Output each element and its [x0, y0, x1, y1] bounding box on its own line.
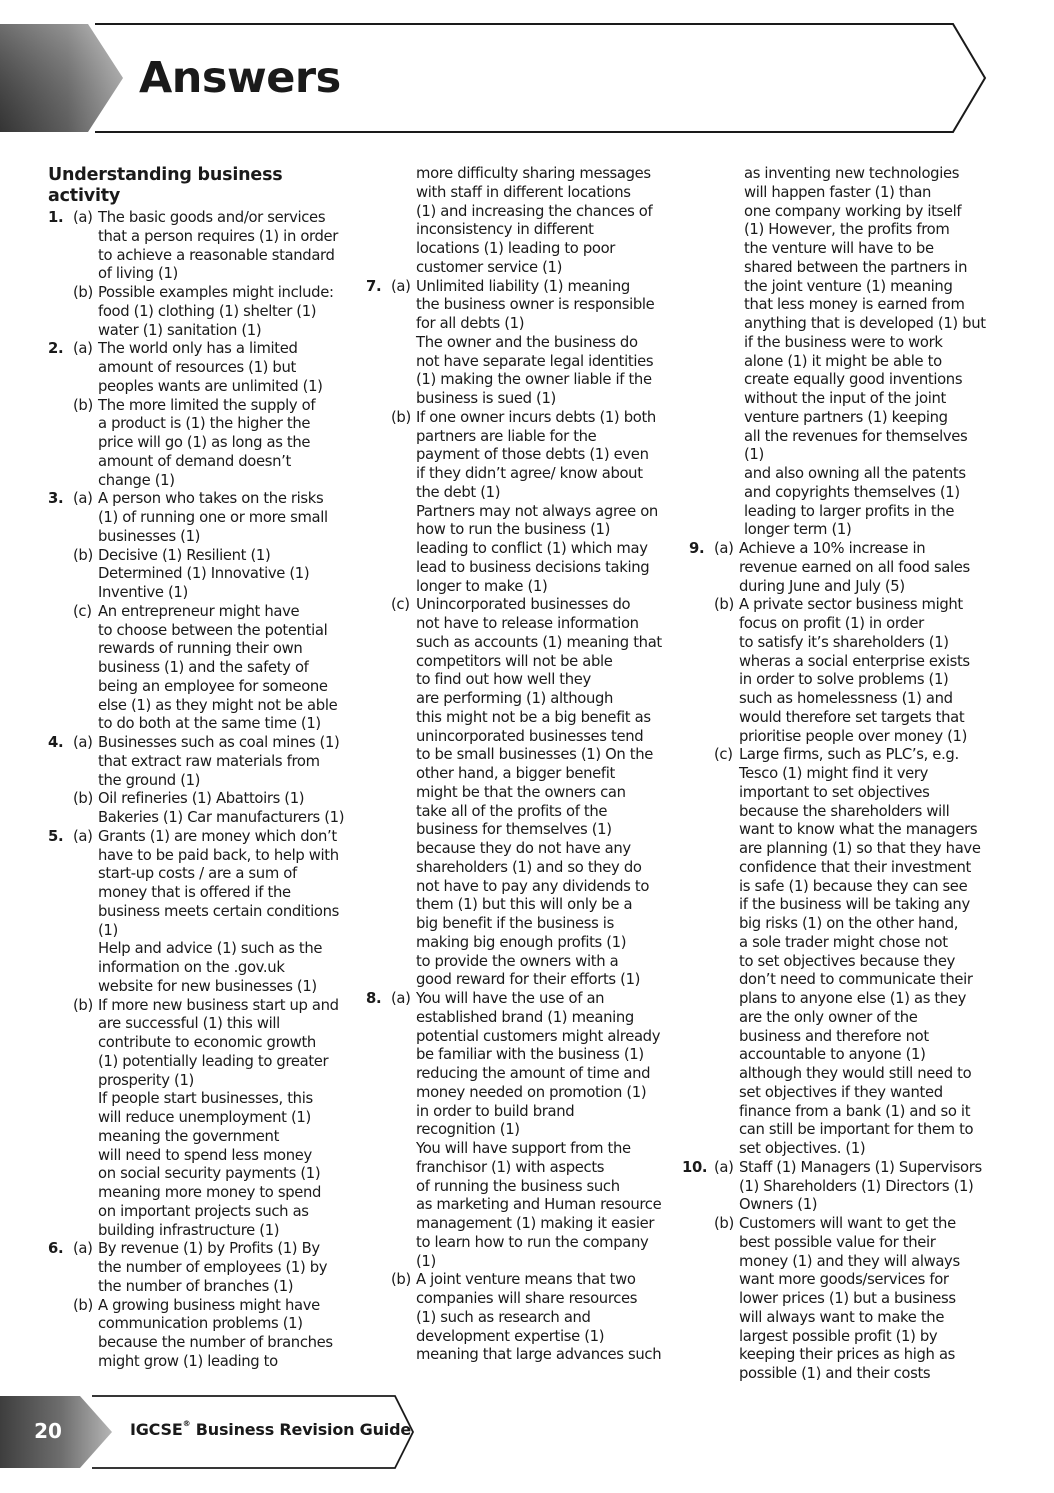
part-label: (b): [714, 1215, 734, 1232]
answer-part: [73, 397, 348, 491]
answer-part: [714, 540, 989, 596]
question-item: [48, 490, 348, 734]
answer-text: Unlimited liability (1) meaning the business owner is responsible for all debts (1) The owner and the business do not have separate legal identities (1) making the owner liable if the business is sued (1): [416, 277, 655, 407]
answer-text: A private sector business might focus on profit (1) in order to satisfy it’s shareholders (1) wheras a social enterprise exists in order to solve problems (1) such as homelessness (1) and would therefore set targets that prioritise people over money (1): [739, 596, 970, 745]
answer-text: By revenue (1) by Profits (1) By the number of employees (1) by the number of branches (1): [98, 1240, 328, 1295]
part-label: (b): [391, 1271, 411, 1289]
answer-part: [73, 209, 348, 284]
page-number: 20: [34, 1419, 62, 1443]
answer-part: [73, 828, 348, 997]
answer-text: Staff (1) Managers (1) Supervisors (1) Shareholders (1) Directors (1) Owners (1): [739, 1158, 982, 1214]
page-title: Answers: [139, 53, 341, 103]
answer-part: [73, 547, 348, 603]
answer-column-3: [682, 165, 989, 1384]
question-item: [48, 209, 348, 340]
answer-column-1: [48, 165, 348, 1372]
part-label: (a): [73, 827, 93, 845]
part-label: (a): [391, 990, 411, 1007]
question-number: 9.: [689, 540, 705, 557]
question-number: 6.: [48, 1240, 64, 1258]
part-label: (b): [73, 546, 93, 564]
answer-text: Unincorporated businesses do not have to release information such as accounts (1) meaning that competitors will not be able to find out how well they are performing (1) although this might not be a big benefit as unincorporated businesses tend to be small businesses (1) On the other hand, a bigger benefit might be that the owners can take all of the profits of the business for themselves (1) because they do not have any shareholders (1) and so they do not have to pay any dividends to them (1) but this will only be a big benefit if the business is making big enough profits (1) to provide the owners with a good reward for their efforts (1): [416, 596, 662, 989]
part-label: (b): [73, 284, 93, 301]
answer-part: [391, 278, 666, 409]
answer-part: [714, 596, 989, 746]
answer-part: [73, 997, 348, 1241]
part-label: (a): [73, 340, 93, 358]
continued-text: more difficulty sharing messages with staff in different locations (1) and increasing the chances of inconsistency in different locations (1) leading to poor customer service (1): [416, 165, 653, 276]
answer-part: [714, 1215, 989, 1384]
section-heading: Understanding business activity: [48, 165, 283, 206]
question-item: [682, 1158, 989, 1384]
answer-text: If more new business start up and are successful (1) this will contribute to economic growth (1) potentially leading to greater prosperity (1) If people start businesses, this will reduce unemployment (1) meaning the government will need to spend less money on social security payments (1) meaning more money to spend on important projects such as building infrastructure (1): [98, 996, 339, 1239]
part-label: (b): [714, 596, 734, 614]
answer-text: If one owner incurs debts (1) both partners are liable for the payment of those debts (1) even if they didn’t agree/ know about the debt (1) Partners may not always agree on how to run the business (1) leading to conflict (1) which may lead to business decisions taking longer to make (1): [416, 408, 658, 595]
part-label: (c): [714, 746, 733, 764]
part-label: (c): [391, 596, 410, 614]
question-item: [689, 540, 989, 1159]
question-item: [48, 734, 348, 828]
question-number: 1.: [48, 209, 64, 226]
answer-part: [714, 746, 989, 1159]
part-label: (a): [73, 1240, 93, 1258]
answer-part: [73, 734, 348, 790]
answer-part: [391, 1271, 666, 1365]
part-label: (a): [714, 1158, 734, 1176]
answer-part: [391, 596, 666, 990]
answer-text: An entrepreneur might have to choose between the potential rewards of running their own business (1) and the safety of being an employee for someone else (1) as they might not be able to do both at the same time (1): [98, 602, 338, 733]
question-number: 2.: [48, 340, 64, 358]
question-item: [48, 1240, 348, 1371]
answer-text: The world only has a limited amount of resources (1) but peoples wants are unlimited (1): [98, 340, 323, 395]
answer-text: Customers will want to get the best possible value for their money (1) and they will always want more goods/services for lower prices (1) but a business will always want to make the largest possible profit (1) by keeping their prices as high as possible (1) and their costs: [739, 1215, 960, 1382]
answer-part: [73, 340, 348, 396]
question-item: [48, 340, 348, 490]
question-number: 7.: [366, 277, 382, 295]
answer-text: Oil refineries (1) Abattoirs (1) Bakeries (1) Car manufacturers (1): [98, 790, 345, 826]
question-item: [366, 278, 666, 991]
part-label: (b): [73, 396, 93, 414]
question-item: [366, 990, 666, 1365]
answer-text: Achieve a 10% increase in revenue earned on all food sales during June and July (5): [739, 540, 970, 595]
question-number: 4.: [48, 734, 64, 751]
answer-part: [391, 409, 666, 597]
answer-part: [73, 1297, 348, 1372]
part-label: (c): [73, 602, 92, 620]
book-title: IGCSE® Business Revision Guide: [130, 1419, 411, 1439]
answer-text: A person who takes on the risks (1) of running one or more small businesses (1): [98, 490, 328, 545]
answer-part: [73, 490, 348, 546]
answer-text: A growing business might have communication problems (1) because the number of branches might grow (1) leading to: [98, 1296, 333, 1370]
part-label: (b): [391, 408, 411, 426]
continued-text: as inventing new technologies will happen faster (1) than one company working by itself (1) However, the profits from the venture will have to be shared between the partners in the joint venture (1) meaning that less money is earned from anything that is developed (1) but if the business were to work alone (1) it might be able to create equally good inventions without the input of the joint venture partners (1) keeping all the revenues for themselves (1) and also owning all the patents and copyrights themselves (1) leading to larger profits in the longer term (1): [744, 165, 986, 539]
answer-part: [73, 284, 348, 340]
answer-part: [73, 1240, 348, 1296]
question-number: 10.: [682, 1158, 708, 1176]
answer-part: [73, 790, 348, 828]
answer-text: The more limited the supply of a product is (1) the higher the price will go (1) as long as the amount of demand doesn’t change (1): [98, 396, 316, 489]
part-label: (a): [73, 209, 93, 226]
answer-column-2: [366, 165, 666, 1365]
answer-text: A joint venture means that two companies will share resources (1) such as research and development expertise (1) meaning that large advances such: [416, 1271, 662, 1364]
question-number: 5.: [48, 827, 64, 845]
answer-text: Businesses such as coal mines (1) that extract raw materials from the ground (1): [98, 734, 340, 789]
answer-text: The basic goods and/or services that a person requires (1) in order to achieve a reasonable standard of living (1): [98, 209, 339, 283]
answer-part: [714, 1159, 989, 1215]
part-label: (a): [73, 490, 93, 508]
answer-part: [391, 990, 666, 1271]
answer-text: Large firms, such as PLC’s, e.g. Tesco (1) might find it very important to set objectives because the shareholders will want to know what the managers are planning (1) so that they have confidence that their investment is safe (1) because they can see if the business will be taking any big risks (1) on the other hand, a sole trader might chose not to set objectives because they don’t need to communicate their plans to anyone else (1) as they are the only owner of the business and therefore not accountable to anyone (1) although they would still need to set objectives if they wanted finance from a bank (1) and so it can still be important for them to set objectives. (1): [739, 746, 981, 1157]
answer-text: Grants (1) are money which don’t have to be paid back, to help with start-up costs / are a sum of money that is offered if the business meets certain conditions (1) Help and advice (1) such as the information on the .gov.uk website for new businesses (1): [98, 827, 339, 995]
answer-part: [73, 603, 348, 734]
part-label: (b): [73, 1296, 93, 1314]
answer-text: You will have the use of an established brand (1) meaning potential customers might already be familiar with the business (1) reducing the amount of time and money needed on promotion (1) in order to build brand recognition (1) You will have support from the franchisor (1) with aspects of running the business such as marketing and Human resource management (1) making it easier to learn how to run the company (1): [416, 990, 662, 1270]
part-label: (a): [391, 277, 411, 295]
part-label: (b): [73, 790, 93, 808]
question-number: 3.: [48, 490, 64, 508]
question-number: 8.: [366, 990, 382, 1007]
answer-text: Possible examples might include: food (1) clothing (1) shelter (1) water (1) sanitation (1): [98, 284, 334, 339]
part-label: (b): [73, 996, 93, 1014]
question-item: [48, 828, 348, 1241]
answer-text: Decisive (1) Resilient (1) Determined (1) Innovative (1) Inventive (1): [98, 546, 310, 601]
part-label: (a): [714, 540, 734, 557]
part-label: (a): [73, 734, 93, 751]
